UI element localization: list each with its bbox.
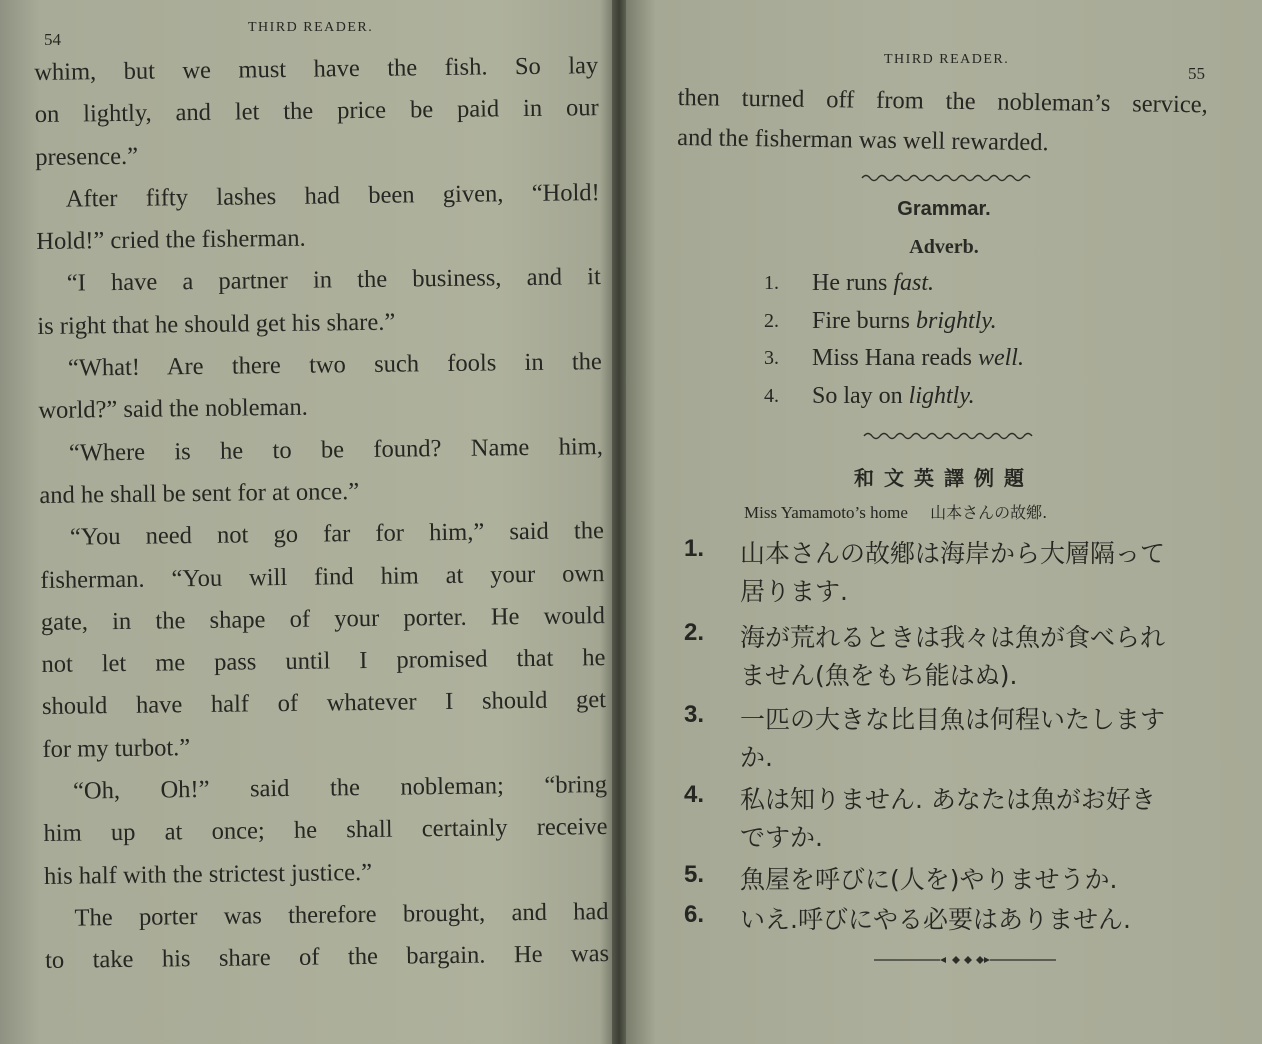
example-item <box>764 340 1024 378</box>
exercise-number: 4. <box>684 781 705 808</box>
exercise-line: 魚屋を呼びに(人を)やりませうか. <box>740 865 1118 894</box>
text-line: “I have a partner in the business, and it <box>66 263 601 298</box>
text-line: fisherman. “You will find him at your own <box>40 559 605 594</box>
exercise-number: 2. <box>684 619 705 646</box>
example-adverb: lightly. <box>908 382 975 409</box>
example-number: 4. <box>764 384 779 407</box>
example-text: Fire burns <box>812 307 916 334</box>
exercise-subheading-en: Miss Yamamoto’s home <box>744 503 908 522</box>
example-adverb: brightly. <box>916 307 997 334</box>
text-line: “Oh, Oh!” said the nobleman; “bring <box>72 771 608 805</box>
exercise-line: か. <box>740 743 773 772</box>
exercise-line: 一匹の大きな比目魚は何程いたします <box>740 705 1166 734</box>
left-page <box>0 0 612 1044</box>
text-line: on lightly, and let the price be paid in our <box>34 94 599 129</box>
end-ornament <box>872 952 1058 968</box>
text-line: The porter was therefore brought, and had <box>74 897 609 932</box>
exercise-heading: 和文英譯例題 <box>854 466 1034 490</box>
text-line: and he shall be sent for at once.” <box>39 478 360 509</box>
text-line: “Where is he to be found? Name him, <box>68 432 604 467</box>
example-text: So lay on <box>812 382 909 409</box>
exercise-number: 5. <box>684 861 705 888</box>
body-text <box>34 45 609 982</box>
body-text <box>677 78 1208 165</box>
text-line: should have half of whatever I should get <box>41 686 607 721</box>
example-item <box>764 378 1024 416</box>
exercise-number: 1. <box>684 535 705 562</box>
grammar-examples <box>764 265 1024 415</box>
text-line: to take his share of the bargain. He was <box>44 940 610 975</box>
example-adverb: fast. <box>893 270 935 297</box>
text-line: not let me pass until I promised that he <box>41 644 606 679</box>
text-line: “What! Are there two such fools in the <box>67 348 602 382</box>
example-number: 1. <box>764 272 779 295</box>
running-head: THIRD READER. <box>248 20 374 35</box>
exercise-line: ですか. <box>740 823 823 852</box>
text-line: and the fisherman was well rewarded. <box>676 123 1049 157</box>
example-number: 3. <box>764 347 779 370</box>
right-page <box>626 0 1262 1044</box>
example-item <box>764 265 1024 303</box>
text-line: whim, but we must have the fish. So lay <box>34 52 599 86</box>
example-text: Miss Hana reads <box>812 345 978 372</box>
text-line: Hold!” cried the fisherman. <box>36 224 306 256</box>
exercise-subheading-jp: 山本さんの故鄕. <box>930 503 1048 522</box>
text-line: world?” said the nobleman. <box>38 394 308 425</box>
ornament-rule <box>860 172 1032 184</box>
page-number: 55 <box>1188 64 1205 83</box>
text-line: “You need not go far for him,” said the <box>69 517 605 551</box>
running-head: THIRD READER. <box>884 52 1010 67</box>
exercise-line: ません(魚をもち能はぬ). <box>740 661 1018 690</box>
text-line: After fifty lashes had been given, “Hold! <box>65 178 600 213</box>
exercise-line: 海が荒れるときは我々は魚が食べられ <box>740 623 1166 652</box>
example-item <box>764 303 1024 341</box>
exercise-number: 6. <box>684 901 705 928</box>
page-number: 54 <box>44 30 61 49</box>
book-gutter <box>612 0 626 1044</box>
text-line: him up at once; he shall certainly receive <box>43 813 608 848</box>
text-line: is right that he should get his share.” <box>37 308 396 340</box>
exercise-line: いえ.呼びにやる必要はありません. <box>740 905 1131 934</box>
text-line: for my turbot.” <box>42 733 191 763</box>
example-text: He runs <box>812 270 894 297</box>
ornament-rule <box>862 430 1034 442</box>
exercise-number: 3. <box>684 701 705 728</box>
exercise-line: 山本さんの故鄕は海岸から大層隔って <box>740 539 1166 568</box>
example-adverb: well. <box>977 345 1024 372</box>
grammar-subheading: Adverb. <box>909 236 979 258</box>
text-line: his half with the strictest justice.” <box>43 858 373 890</box>
text-line: then turned off from the nobleman’s service, <box>677 83 1208 119</box>
grammar-heading: Grammar. <box>897 198 991 220</box>
exercise-subheading <box>744 500 1047 523</box>
text-line: gate, in the shape of your porter. He would <box>40 601 606 636</box>
exercise-line: 居ります. <box>740 577 848 606</box>
text-line: presence.” <box>35 142 139 171</box>
example-number: 2. <box>764 309 779 332</box>
exercise-line: 私は知りません. あなたは魚がお好き <box>740 785 1156 814</box>
